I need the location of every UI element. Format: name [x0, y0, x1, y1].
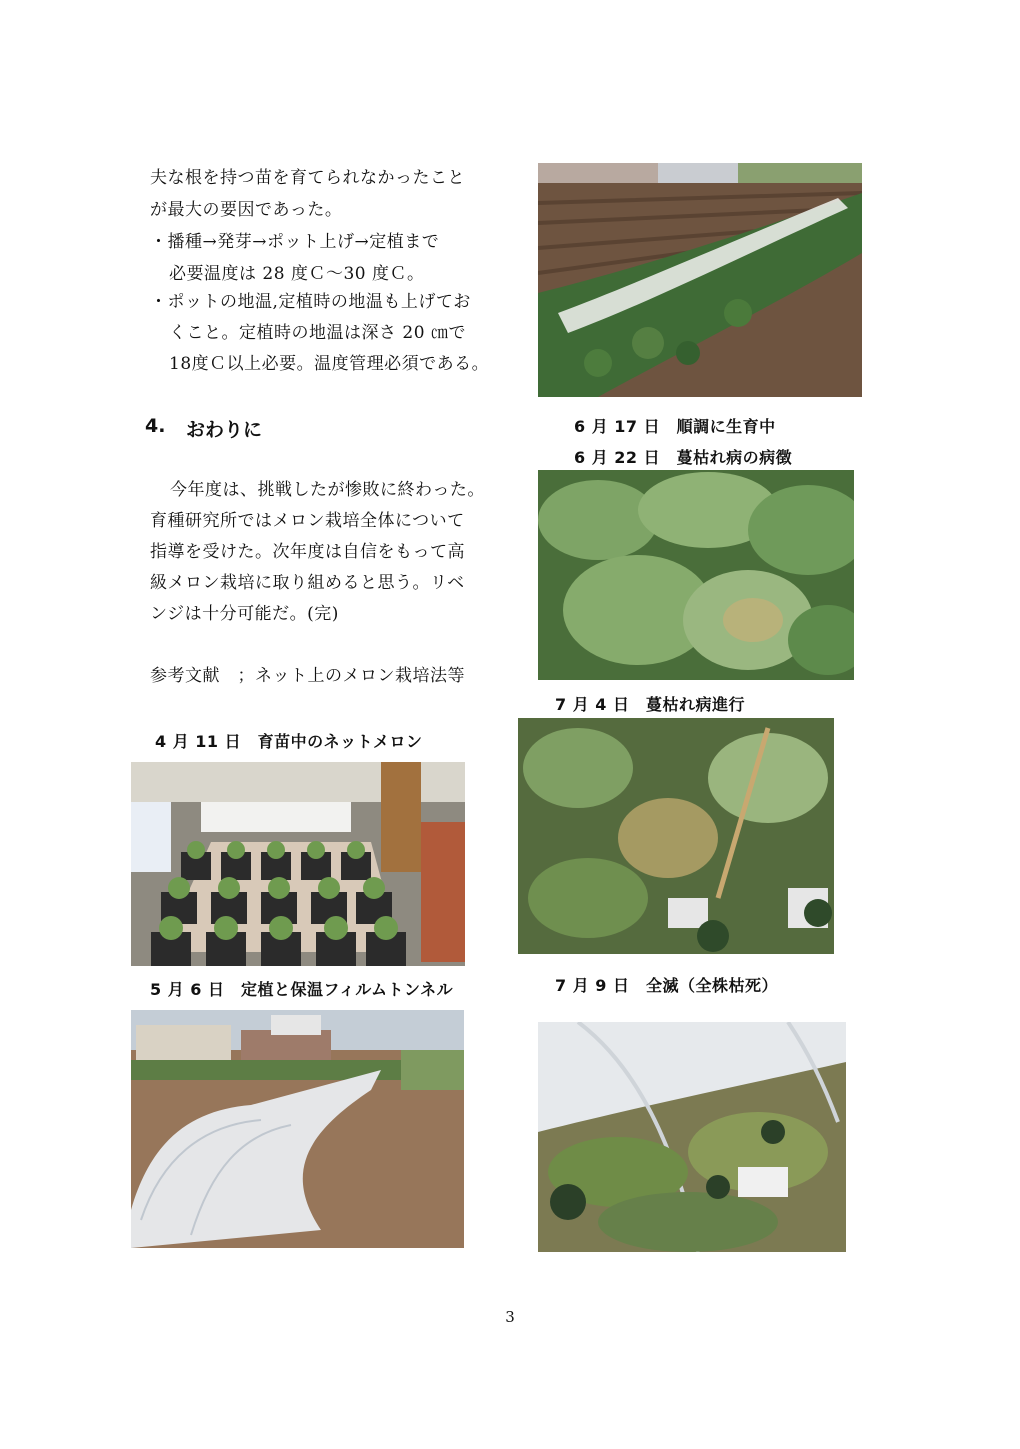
- caption-jul4: 7 月 4 日 蔓枯れ病進行: [555, 695, 745, 714]
- text-line: が最大の要因であった。: [150, 200, 343, 220]
- references: 参考文献 ；ネット上のメロン栽培法等: [150, 666, 465, 686]
- photo-may6: [131, 1010, 464, 1248]
- caption-jun22: 6 月 22 日 蔓枯れ病の病徴: [574, 448, 793, 467]
- caption-may6: 5 月 6 日 定植と保温フィルムトンネル: [150, 980, 454, 999]
- text-line: ンジは十分可能だ。(完): [150, 604, 339, 624]
- caption-apr11: 4 月 11 日 育苗中のネットメロン: [155, 732, 423, 751]
- text-line: 必要温度は 28 度Ｃ～30 度Ｃ。: [169, 264, 425, 284]
- photo-jul4: [518, 718, 834, 954]
- text-line: 夫な根を持つ苗を育てられなかったこと: [150, 168, 465, 188]
- bullet-line: ・ポットの地温,定植時の地温も上げてお: [150, 292, 471, 312]
- caption-jul9: 7 月 9 日 全滅（全株枯死）: [555, 976, 778, 995]
- section-title: おわりに: [186, 419, 263, 441]
- page-number: 3: [505, 1308, 515, 1326]
- text-line: 18度Ｃ以上必要。温度管理必須である。: [169, 354, 490, 374]
- text-line: 級メロン栽培に取り組めると思う。リベ: [150, 573, 465, 593]
- text-line: 今年度は、挑戦したが惨敗に終わった。: [170, 480, 485, 500]
- photo-apr11: [131, 762, 465, 966]
- bullet-line: ・播種→発芽→ポット上げ→定植まで: [150, 232, 440, 252]
- photo-jun22: [538, 470, 854, 680]
- text-line: くこと。定植時の地温は深さ 20 ㎝で: [169, 323, 466, 343]
- text-line: 育種研究所ではメロン栽培全体について: [150, 511, 465, 531]
- text-line: 指導を受けた。次年度は自信をもって高: [150, 542, 465, 562]
- photo-jul9: [538, 1022, 846, 1252]
- photo-jun17: [538, 163, 862, 397]
- caption-jun17: 6 月 17 日 順調に生育中: [574, 417, 776, 436]
- section-number: 4.: [145, 415, 166, 437]
